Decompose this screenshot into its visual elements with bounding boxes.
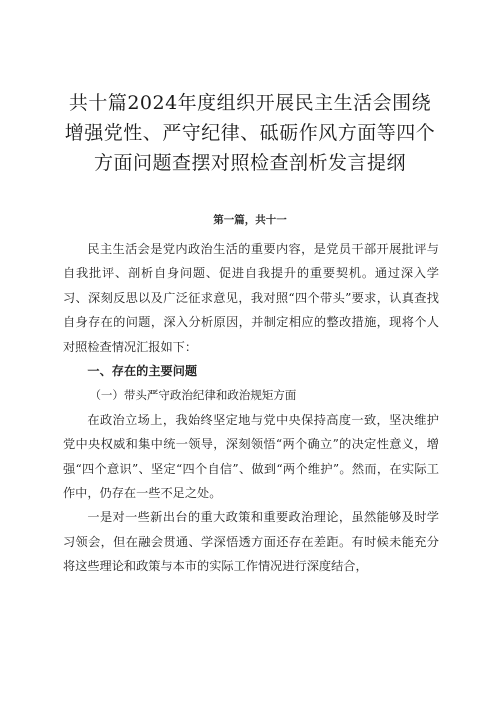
section-heading: 一、存在的主要问题 <box>87 364 198 379</box>
intro-paragraph: 民主生活会是党内政治生活的重要内容，是党员干部开展批评与自我批评、剖析自身问题、促进自我提升的重要契机。通过深入学习、深刻反思以及广泛征求意见，我对照“四个带头”要求，认真查找自身存在的问题，深入分析原因，并制定相应的整改措施，现将个人对照检查情况汇报如下： <box>63 242 439 354</box>
body-paragraph: 在政治立场上，我始终坚定地与党中央保持高度一致，坚决维护党中央权威和集中统一领导，深刻领悟“两个确立”的决定性意义，增强“四个意识”、坚定“四个自信”、做到“两个维护”。然而，在实际工作中，仍存在一些不足之处。 <box>63 412 439 501</box>
document-title: 共十篇2024年度组织开展民主生活会围绕增强党性、严守纪律、砥砺作风方面等四个方面问题查摆对照检查剖析发言提纲 <box>64 92 436 174</box>
body-paragraph: 一是对一些新出台的重大政策和重要政治理论，虽然能够及时学习领会，但在融会贯通、学深悟透方面还存在差距。有时候未能充分将这些理论和政策与本市的实际工作情况进行深度结合， <box>63 510 439 574</box>
subsection-heading: （一）带头严守政治纪律和政治规矩方面 <box>89 388 297 403</box>
document-body <box>63 237 439 579</box>
document-subtitle: 第一篇，共十一 <box>213 214 287 226</box>
